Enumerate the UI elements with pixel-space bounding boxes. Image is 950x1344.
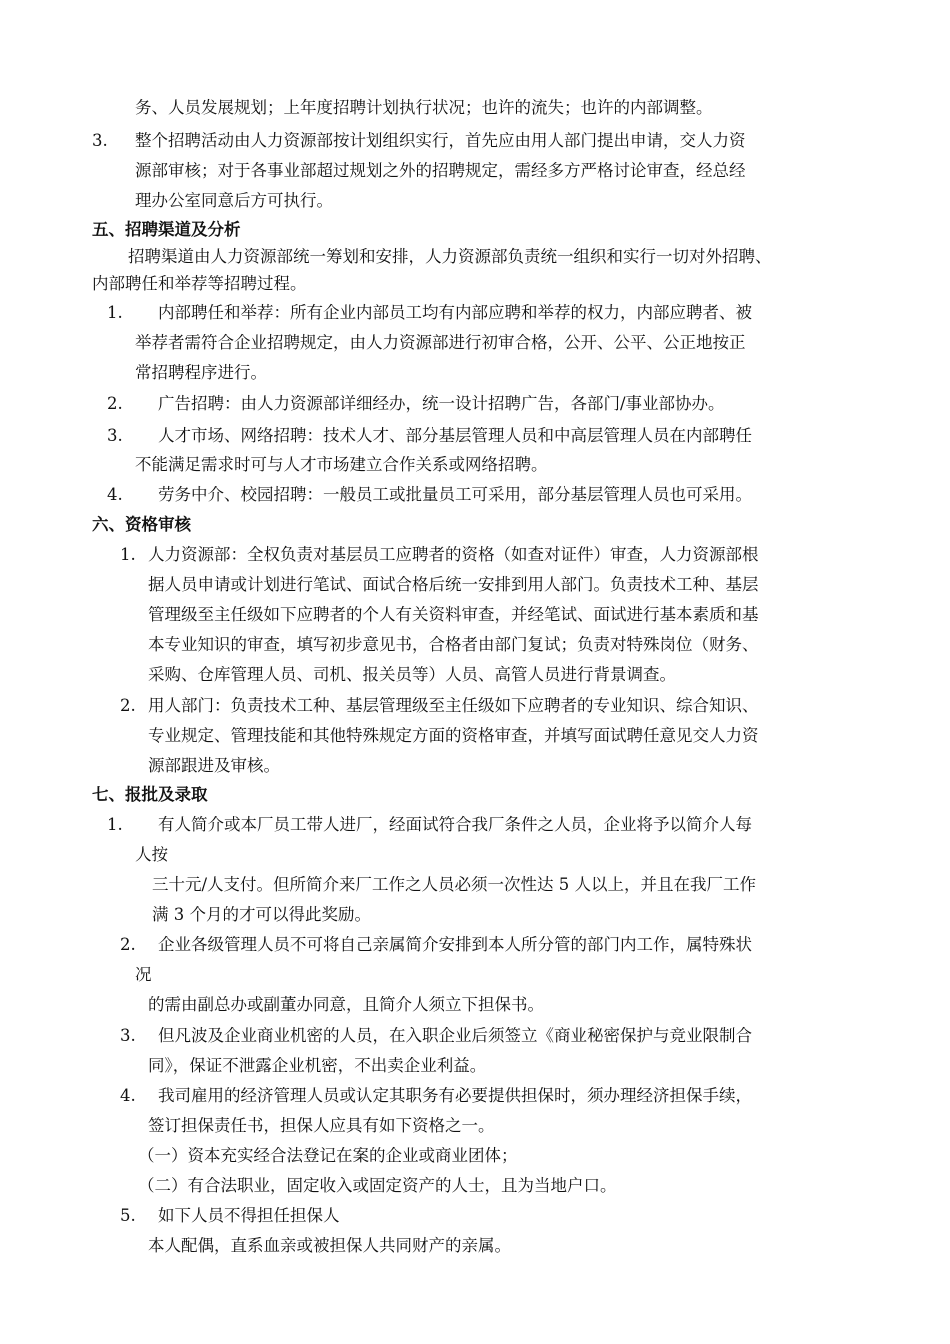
paragraph-line: 务、人员发展规划；上年度招聘计划执行状况；也许的流失；也许的内部调整。 bbox=[135, 98, 713, 117]
list-number: 3. bbox=[120, 1026, 136, 1045]
list-item-line: 不能满足需求时可与人才市场建立合作关系或网络招聘。 bbox=[135, 455, 548, 474]
list-item-line: 满 3 个月的才可以得此奖励。 bbox=[152, 905, 371, 924]
list-number: 3. bbox=[92, 131, 108, 150]
list-item-line: 源部审核；对于各事业部超过规划之外的招聘规定，需经多方严格讨论审查，经总经 bbox=[135, 161, 746, 180]
list-number: 4. bbox=[120, 1086, 136, 1105]
section-heading: 七、报批及录取 bbox=[92, 785, 208, 804]
list-item-line: 人力资源部：全权负责对基层员工应聘者的资格（如查对证件）审查，人力资源部根 bbox=[148, 545, 759, 564]
list-number: 2. bbox=[120, 935, 136, 954]
section-heading: 六、资格审核 bbox=[92, 515, 191, 534]
list-item-line: 有人简介或本厂员工带人进厂，经面试符合我厂条件之人员，企业将予以简介人每 bbox=[158, 815, 752, 834]
list-item-line: （一）资本充实经合法登记在案的企业或商业团体； bbox=[138, 1146, 518, 1165]
list-number: 1. bbox=[107, 303, 123, 322]
list-item-line: 理办公室同意后方可执行。 bbox=[135, 191, 333, 210]
list-item-line: 采购、仓库管理人员、司机、报关员等）人员、高管人员进行背景调查。 bbox=[148, 665, 676, 684]
list-number: 2. bbox=[120, 696, 136, 715]
list-item-line: 专业规定、管理技能和其他特殊规定方面的资格审查，并填写面试聘任意见交人力资 bbox=[148, 726, 759, 745]
list-item-line: 内部聘任和举荐：所有企业内部员工均有内部应聘和举荐的权力，内部应聘者、被 bbox=[158, 303, 752, 322]
list-item-line: 常招聘程序进行。 bbox=[135, 363, 267, 382]
list-number: 2. bbox=[107, 394, 123, 413]
list-item-line: 三十元/人支付。但所简介来厂工作之人员必须一次性达 5 人以上，并且在我厂工作 bbox=[152, 875, 757, 894]
list-item-line: 举荐者需符合企业招聘规定，由人力资源部进行初审合格，公开、公平、公正地按正 bbox=[135, 333, 746, 352]
list-item-line: 本人配偶，直系血亲或被担保人共同财产的亲属。 bbox=[148, 1236, 511, 1255]
paragraph-line: 内部聘任和举荐等招聘过程。 bbox=[92, 274, 307, 293]
list-item-line: 用人部门：负责技术工种、基层管理级至主任级如下应聘者的专业知识、综合知识、 bbox=[148, 696, 759, 715]
list-item-line: 同》，保证不泄露企业机密，不出卖企业利益。 bbox=[148, 1056, 487, 1075]
list-item-line: 广告招聘：由人力资源部详细经办，统一设计招聘广告，各部门/事业部协办。 bbox=[158, 394, 725, 413]
list-item-line: 整个招聘活动由人力资源部按计划组织实行，首先应由用人部门提出申请，交人力资 bbox=[135, 131, 746, 150]
list-number: 3. bbox=[107, 426, 123, 445]
list-number: 4. bbox=[107, 485, 123, 504]
list-item-line: 我司雇用的经济管理人员或认定其职务有必要提供担保时，须办理经济担保手续， bbox=[158, 1086, 752, 1105]
list-item-line: 企业各级管理人员不可将自己亲属简介安排到本人所分管的部门内工作，属特殊状 bbox=[158, 935, 752, 954]
list-item-line: 如下人员不得担任担保人 bbox=[158, 1206, 340, 1225]
list-item-line: 签订担保责任书，担保人应具有如下资格之一。 bbox=[148, 1116, 495, 1135]
list-item-line: 但凡波及企业商业机密的人员，在入职企业后须签立《商业秘密保护与竞业限制合 bbox=[158, 1026, 752, 1045]
list-item-line: 人按 bbox=[135, 845, 168, 864]
list-item-line: （二）有合法职业，固定收入或固定资产的人士，且为当地户口。 bbox=[138, 1176, 617, 1195]
paragraph-line: 招聘渠道由人力资源部统一筹划和安排，人力资源部负责统一组织和实行一切对外招聘、 bbox=[128, 247, 772, 266]
list-number: 1. bbox=[120, 545, 136, 564]
list-number: 5. bbox=[120, 1206, 136, 1225]
list-item-line: 源部跟进及审核。 bbox=[148, 756, 280, 775]
list-item-line: 据人员申请或计划进行笔试、面试合格后统一安排到用人部门。负责技术工种、基层 bbox=[148, 575, 759, 594]
section-heading: 五、招聘渠道及分析 bbox=[92, 220, 241, 239]
list-item-line: 的需由副总办或副董办同意，且简介人须立下担保书。 bbox=[148, 995, 544, 1014]
list-item-line: 劳务中介、校园招聘：一般员工或批量员工可采用，部分基层管理人员也可采用。 bbox=[158, 485, 752, 504]
list-item-line: 人才市场、网络招聘：技术人才、部分基层管理人员和中高层管理人员在内部聘任 bbox=[158, 426, 752, 445]
list-item-line: 管理级至主任级如下应聘者的个人有关资料审查，并经笔试、面试进行基本素质和基 bbox=[148, 605, 759, 624]
list-number: 1. bbox=[107, 815, 123, 834]
list-item-line: 本专业知识的审查，填写初步意见书，合格者由部门复试；负责对特殊岗位（财务、 bbox=[148, 635, 759, 654]
list-item-line: 况 bbox=[135, 965, 152, 984]
